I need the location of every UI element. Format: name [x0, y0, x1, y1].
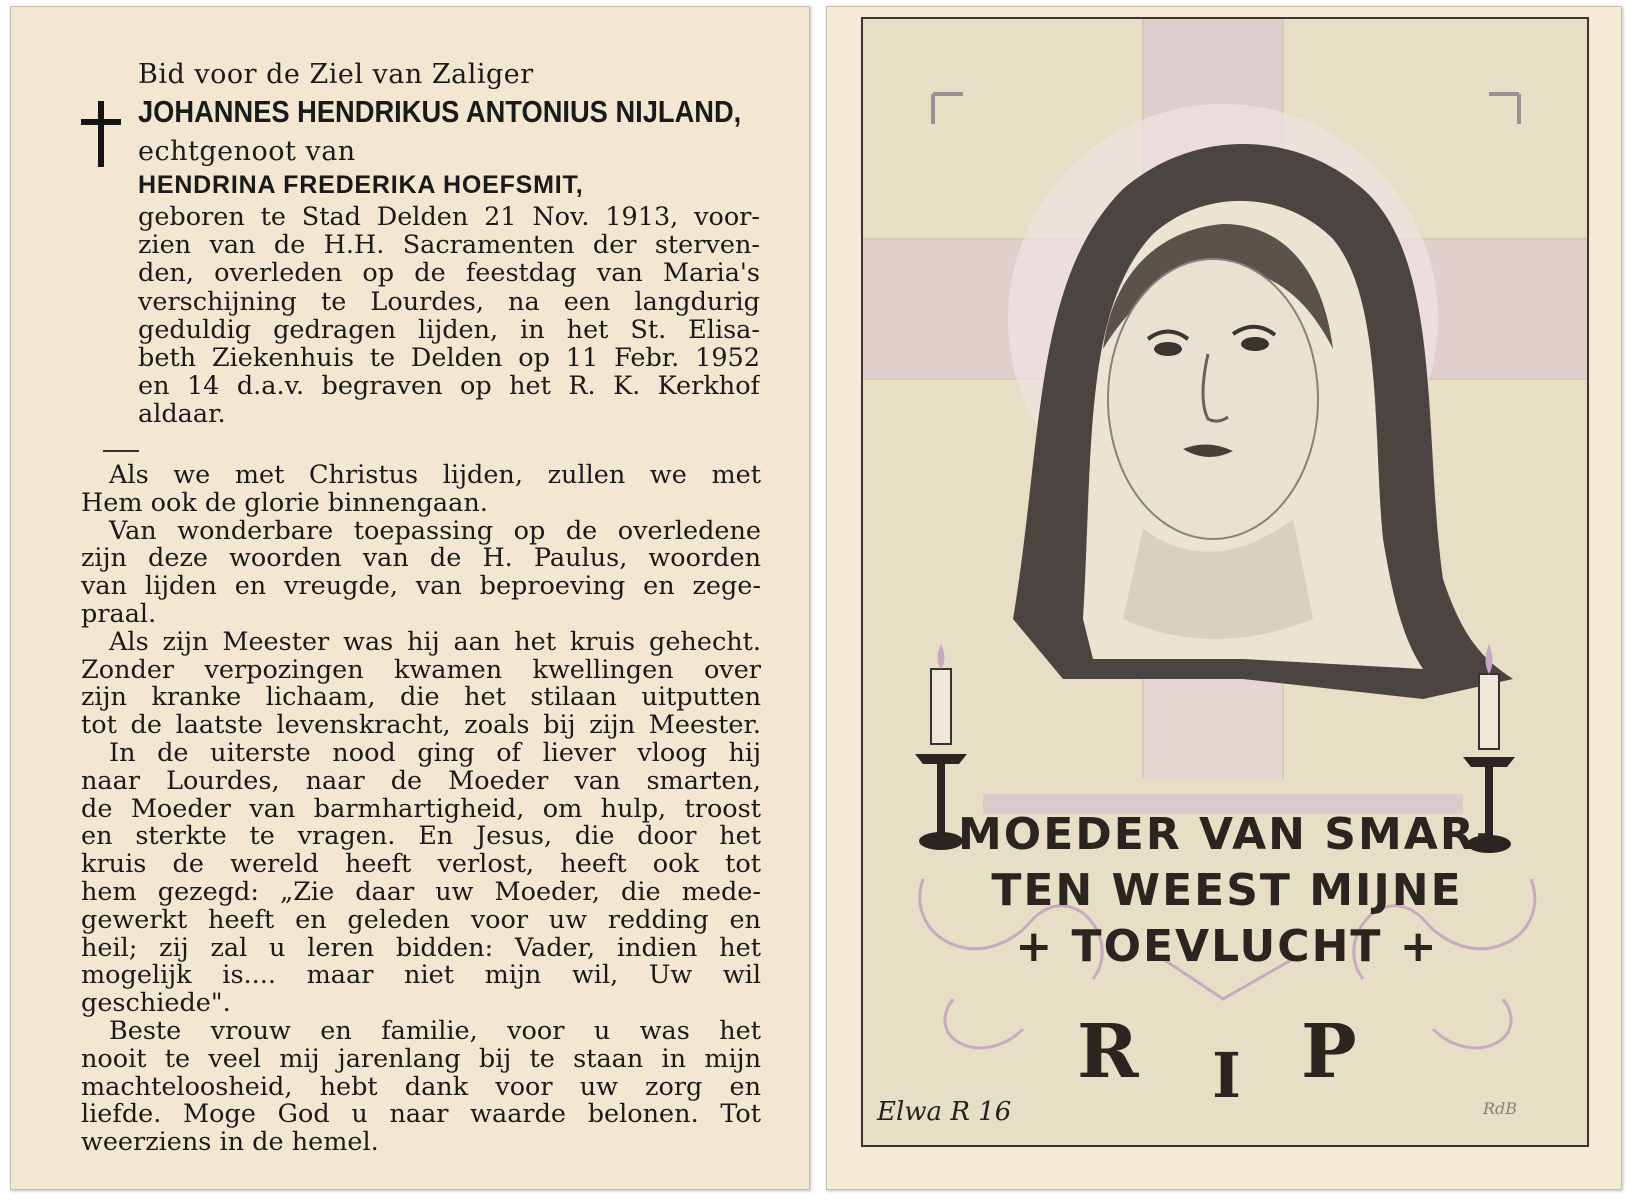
text-line: hem gezegd: „Zie daar uw Moeder, die mede-	[81, 878, 761, 907]
bio-line: beth Ziekenhuis te Delden op 11 Febr. 1952	[138, 343, 760, 373]
rip-letter: R	[1077, 1009, 1139, 1095]
illustration-frame	[861, 17, 1589, 1147]
spouse-label: echtgenoot van	[138, 136, 356, 167]
text-line: praal.	[81, 600, 157, 629]
text-line: In de uiterste nood ging of liever vloog hij	[109, 739, 761, 768]
text-line: gewerkt heeft en geleden voor uw redding en	[81, 906, 761, 935]
text-line: zijn kranke lichaam, die het stilaan uitputten	[81, 684, 761, 713]
deceased-name: JOHANNES HENDRIKUS ANTONIUS NIJLAND,	[138, 94, 742, 129]
text-line: en sterkte te vragen. En Jesus, die door het	[81, 823, 761, 852]
bio-line: aldaar.	[138, 400, 226, 429]
text-line: Als zijn Meester was hij aan het kruis gehecht.	[109, 628, 761, 657]
text-line: Als we met Christus lijden, zullen we met	[109, 462, 761, 490]
memorial-text-card	[10, 6, 810, 1190]
text-line: heil; zij zal u leren bidden: Vader, indien het	[81, 934, 761, 963]
madonna-illustration	[863, 19, 1589, 1147]
motto-line: + TOEVLUCHT +	[1015, 921, 1439, 972]
spouse-name: HENDRINA FREDERIKA HOEFSMIT,	[138, 171, 584, 199]
publisher-mark: Elwa R 16	[877, 1097, 1012, 1127]
text-line: liefde. Moge God u naar waarde belonen. Tot	[81, 1101, 761, 1130]
text-line: mogelijk is.... maar niet mijn wil, Uw wil	[81, 962, 761, 991]
divider	[103, 450, 139, 452]
bio-line: geboren te Stad Delden 21 Nov. 1913, voor-	[138, 203, 760, 232]
bio-line: geduldig gedragen lijden, in het St. Elisa-	[138, 315, 760, 344]
rip-letter: P	[1301, 1009, 1357, 1095]
text-line: van lijden en vreugde, van beproeving en zege-	[81, 573, 761, 601]
text-line: Hem ook de glorie binnengaan.	[81, 489, 488, 518]
artist-signature: RdB	[1483, 1099, 1518, 1118]
text-line: nooit te veel mij jarenlang bij te staan in mijn	[81, 1045, 761, 1074]
bio-line: zien van de H.H. Sacramenten der sterven-	[138, 231, 760, 260]
bio-line: verschijning te Lourdes, na een langdurig	[138, 287, 760, 316]
biography	[138, 203, 760, 429]
text-line: weerziens in de hemel.	[81, 1129, 379, 1157]
rip-letter: I	[1212, 1039, 1242, 1112]
motto-line: MOEDER VAN SMAR-	[958, 809, 1496, 860]
text-line: machteloosheid, hebt dank voor uw zorg en	[81, 1073, 761, 1102]
cross-icon	[81, 101, 121, 167]
text-line: geschiede".	[81, 990, 231, 1018]
text-line: tot de laatste levenskracht, zoals bij zijn Meester.	[81, 712, 761, 740]
text-line: de Moeder van barmhartigheid, om hulp, troost	[81, 795, 761, 824]
bio-line: en 14 d.a.v. begraven op het R. K. Kerkhof	[138, 372, 760, 401]
text-line: zijn deze woorden van de H. Paulus, woorden	[81, 545, 761, 574]
text-line: kruis de wereld heeft verlost, heeft ook tot	[81, 851, 761, 879]
text-line: Zonder verpozingen kwamen kwellingen over	[81, 656, 761, 685]
bio-line: den, overleden op de feestdag van Maria's	[138, 259, 760, 288]
memorial-text	[81, 462, 761, 1157]
text-line: Van wonderbare toepassing op de overledene	[109, 517, 761, 546]
motto-line: TEN WEEST MIJNE	[991, 865, 1463, 916]
text-line: Beste vrouw en familie, voor u was het	[109, 1017, 761, 1046]
prayer-intro: Bid voor de Ziel van Zaliger	[138, 59, 534, 90]
devotional-image-card	[826, 6, 1622, 1190]
text-line: naar Lourdes, naar de Moeder van smarten,	[81, 767, 761, 796]
